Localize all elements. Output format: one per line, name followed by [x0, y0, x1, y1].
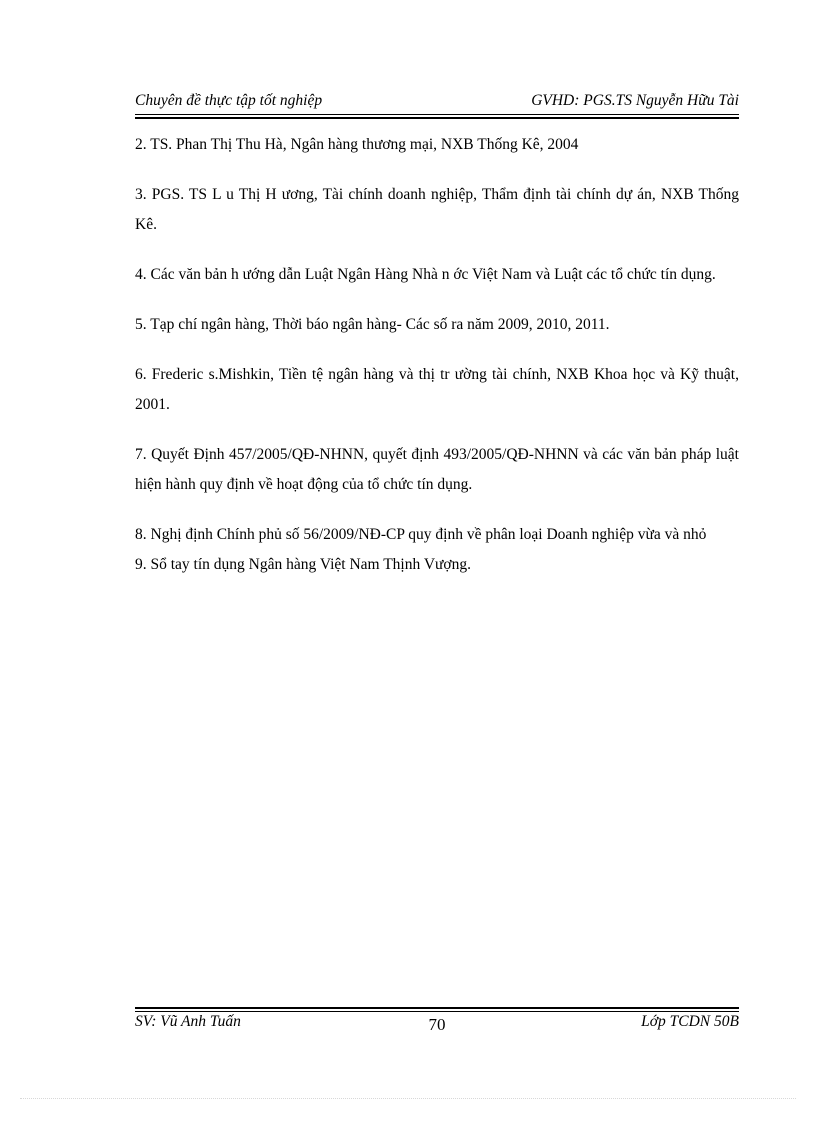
reference-item: 4. Các văn bản h ướng dẫn Luật Ngân Hàng Nhà n ớc Việt Nam và Luật các tổ chức tín dụng.	[135, 266, 716, 283]
reference-list	[135, 130, 739, 580]
footer-rule-thin	[135, 1011, 739, 1012]
page-footer	[135, 1013, 739, 1037]
footer-student: SV: Vũ Anh Tuấn	[135, 1013, 241, 1030]
reference-item: 5. Tạp chí ngân hàng, Thời báo ngân hàng- Các số ra năm 2009, 2010, 2011.	[135, 316, 610, 333]
page-number: 70	[428, 1015, 446, 1034]
reference-item: 2. TS. Phan Thị Thu Hà, Ngân hàng thương mại, NXB Thống Kê, 2004	[135, 136, 579, 153]
header-supervisor: GVHD: PGS.TS Nguyễn Hữu Tài	[531, 92, 739, 109]
reference-item: 3. PGS. TS L u Thị H ương, Tài chính doanh nghiệp, Thẩm định tài chính dự án, NXB Thống Kê.	[135, 186, 739, 233]
footer-rule-thick	[135, 1007, 739, 1009]
page-bottom-divider	[20, 1098, 796, 1099]
page-header	[135, 92, 739, 114]
header-rule-thick	[135, 117, 739, 119]
reference-item: 7. Quyết Định 457/2005/QĐ-NHNN, quyết định 493/2005/QĐ-NHNN và các văn bản pháp luật hiện hành quy định về hoạt động của tổ chức tín dụng.	[135, 446, 739, 493]
header-rule-thin	[135, 114, 739, 115]
reference-item: 6. Frederic s.Mishkin, Tiền tệ ngân hàng và thị tr ường tài chính, NXB Khoa học và Kỹ thuật, 2001.	[135, 366, 739, 413]
reference-item: 8. Nghị định Chính phủ số 56/2009/NĐ-CP quy định về phân loại Doanh nghiệp vừa và nhỏ	[135, 526, 707, 543]
footer-class: Lớp TCDN 50B	[641, 1013, 739, 1030]
header-title: Chuyên đề thực tập tốt nghiệp	[135, 92, 323, 109]
reference-item: 9. Sổ tay tín dụng Ngân hàng Việt Nam Thịnh Vượng.	[135, 556, 471, 573]
